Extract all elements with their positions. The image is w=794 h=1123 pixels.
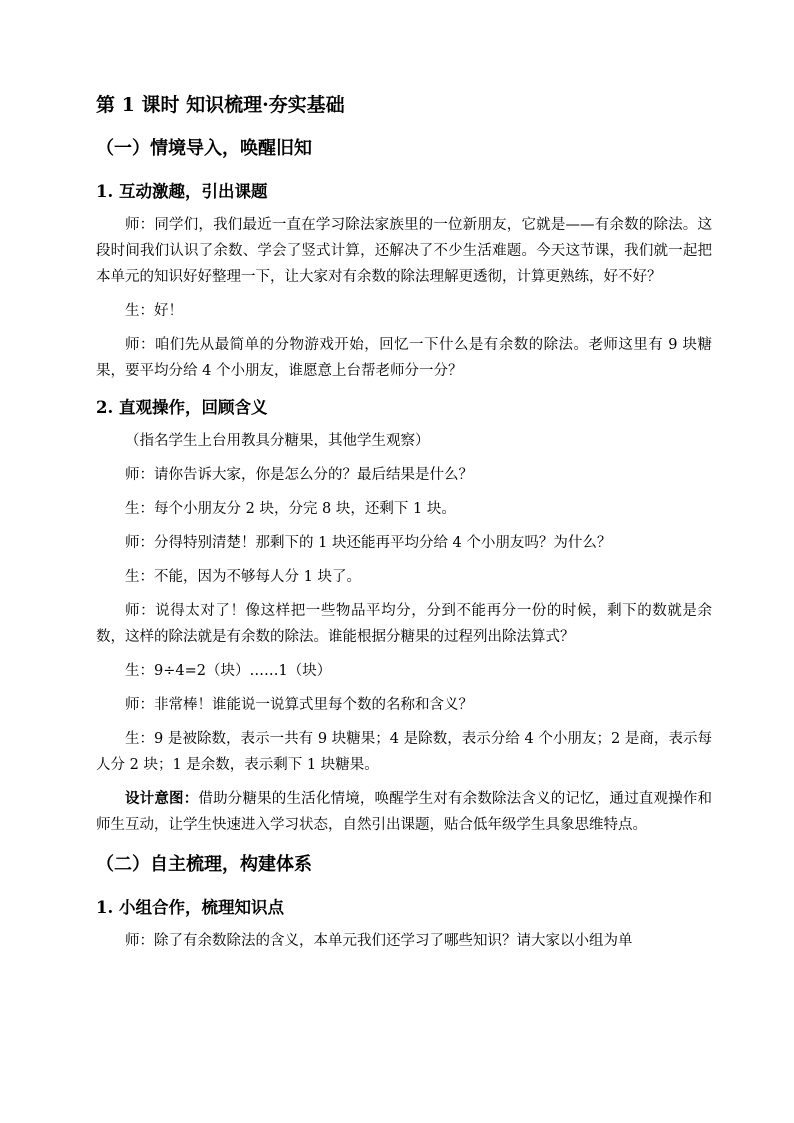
paragraph: 师：请你告诉大家，你是怎么分的？最后结果是什么？ [125,467,473,483]
document-page [96,92,712,962]
paragraph: 生：每个小朋友分 2 块，分完 8 块，还剩下 1 块。 [125,501,456,517]
paragraph: 师：分得特别清楚！那剩下的 1 块还能再平均分给 4 个小朋友吗？为什么？ [125,535,612,551]
paragraph: 师：说得太对了！像这样把一些物品平均分，分到不能再分一份的时候，剩下的数就是余数，这样的除法就是有余数的除法。谁能根据分糖果的过程列出除法算式？ [96,603,712,645]
paragraph: 生：9 是被除数，表示一共有 9 块糖果；4 是除数，表示分给 4 个小朋友；2 是商，表示每人分 2 块；1 是余数，表示剩下 1 块糖果。 [96,731,712,773]
paragraph: （指名学生上台用教具分糖果，其他学生观察） [125,433,430,449]
paragraph: 师：非常棒！谁能说一说算式里每个数的名称和含义？ [125,697,473,713]
subsection-heading-2-1: 1. 小组合作，梳理知识点 [96,898,284,917]
design-intent-paragraph [96,786,712,838]
paragraph: 生：好！ [125,303,183,319]
design-intent-text: 借助分糖果的生活化情境，唤醒学生对有余数除法含义的记忆，通过直观操作和师生互动，让学生快速进入学习状态，自然引出课题，贴合低年级学生具象思维特点。 [96,791,713,833]
paragraph: 师：咱们先从最简单的分物游戏开始，回忆一下什么是有余数的除法。老师这里有 9 块糖果，要平均分给 4 个小朋友，谁愿意上台帮老师分一分？ [96,337,712,379]
paragraph: 生：不能，因为不够每人分 1 块了。 [125,569,361,585]
subsection-heading-1-2: 2. 直观操作，回顾含义 [96,398,268,417]
paragraph: 师：同学们，我们最近一直在学习除法家族里的一位新朋友，它就是——有余数的除法。这段时间我们认识了余数、学会了竖式计算，还解决了不少生活难题。今天这节课，我们就一起把本单元的知识好好整理一下，让大家对有余数的除法理解更透彻，计算更熟练，好不好？ [96,217,712,285]
paragraph: 生：9÷4=2（块）……1（块） [125,663,332,679]
paragraph: 师：除了有余数除法的含义，本单元我们还学习了哪些知识？请大家以小组为单 [125,933,633,949]
section-heading-1: （一）情境导入，唤醒旧知 [96,138,312,159]
lesson-title: 第 1 课时 知识梳理·夯实基础 [96,94,345,116]
section-heading-2: （二）自主梳理，构建体系 [96,854,312,875]
design-intent-label: 设计意图： [125,790,199,807]
subsection-heading-1-1: 1. 互动激趣，引出课题 [96,182,268,201]
